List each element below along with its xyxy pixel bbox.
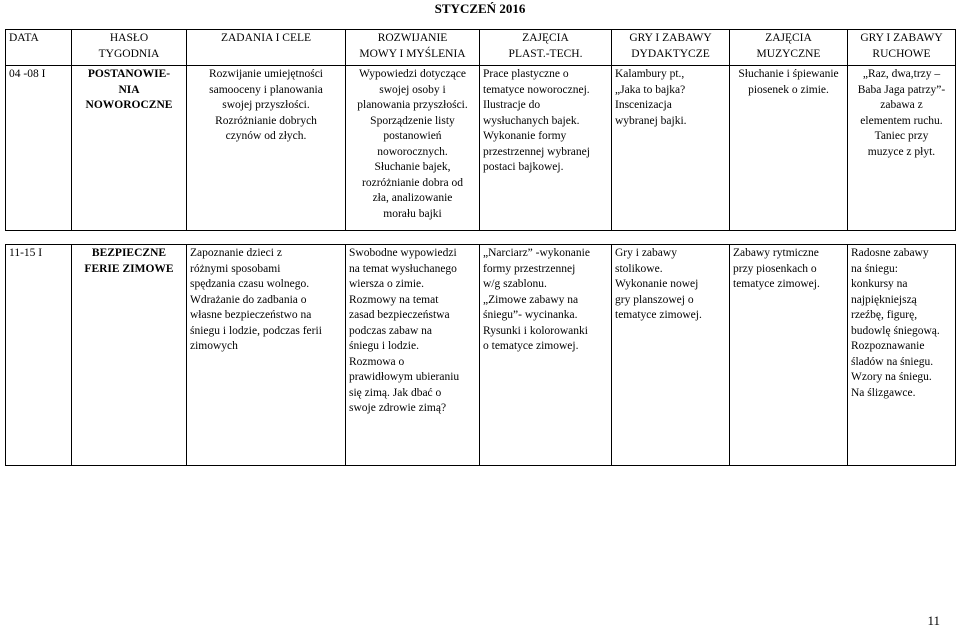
row-gry-dyd: Kalambury pt., „Jaka to bajka? Inscenizacja wybranej bajki. [612, 66, 730, 231]
row-zadania: Zapoznanie dzieci z różnymi sposobami spędzania czasu wolnego. Wdrażanie do zadbania o własne bezpieczeństwo na śniegu i lodzie, podczas ferii zimowych [187, 245, 346, 466]
row-haslo: BEZPIECZNE FERIE ZIMOWE [72, 245, 187, 466]
row-plast: „Narciarz” -wykonanie formy przestrzennej w/g szablonu. „Zimowe zabawy na śniegu”- wycinanka. Rysunki i kolorowanki o tematyce zimowej. [480, 245, 612, 466]
row-plast: Prace plastyczne o tematyce noworocznej. Ilustracje do wysłuchanych bajek. Wykonanie formy przestrzennej wybranej postaci bajkowej. [480, 66, 612, 231]
table-row [6, 245, 956, 466]
header-haslo: HASŁO TYGODNIA [72, 30, 187, 66]
row-muzyka: Zabawy rytmiczne przy piosenkach o tematyce zimowej. [730, 245, 848, 466]
plan-table [5, 29, 956, 466]
header-muzyka: ZAJĘCIA MUZYCZNE [730, 30, 848, 66]
row-date: 11-15 I [6, 245, 72, 466]
header-mowa: ROZWIJANIE MOWY I MYŚLENIA [346, 30, 480, 66]
row-gry-dyd: Gry i zabawy stolikowe. Wykonanie nowej gry planszowej o tematyce zimowej. [612, 245, 730, 466]
page-title: STYCZEŃ 2016 [434, 1, 526, 16]
row-zadania: Rozwijanie umiejętności samooceny i planowania swojej przyszłości. Rozróżnianie dobrych czynów od złych. [187, 66, 346, 231]
header-gry-dyd: GRY I ZABAWY DYDAKTYCZE [612, 30, 730, 66]
row-ruchowe: „Raz, dwa,trzy – Baba Jaga patrzy”- zabawa z elementem ruchu. Taniec przy muzyce z płyt. [848, 66, 956, 231]
header-zadania: ZADANIA I CELE [187, 30, 346, 66]
row-haslo: POSTANOWIE- NIA NOWOROCZNE [72, 66, 187, 231]
header-ruchowe: GRY I ZABAWY RUCHOWE [848, 30, 956, 66]
page-number: 11 [927, 613, 940, 628]
header-date: DATA [6, 30, 72, 66]
row-date: 04 -08 I [6, 66, 72, 231]
header-plast: ZAJĘCIA PLAST.-TECH. [480, 30, 612, 66]
row-muzyka: Słuchanie i śpiewanie piosenek o zimie. [730, 66, 848, 231]
table-row [6, 66, 956, 231]
spacer-cell [6, 231, 956, 245]
row-mowa: Swobodne wypowiedzi na temat wysłuchanego wiersza o zimie. Rozmowy na temat zasad bezpieczeństwa podczas zabaw na śniegu i lodzie. Rozmowa o prawidłowym ubieraniu się zimą. Jak dbać o swoje zdrowie zimą? [346, 245, 480, 466]
row-spacer [6, 231, 956, 245]
header-row [6, 30, 956, 66]
row-ruchowe: Radosne zabawy na śniegu: konkursy na najpiękniejszą rzeźbę, figurę, budowlę śniegową. Rozpoznawanie śladów na śniegu. Wzory na śniegu. Na ślizgawce. [848, 245, 956, 466]
row-mowa: Wypowiedzi dotyczące swojej osoby i planowania przyszłości. Sporządzenie listy postanowień noworocznych. Słuchanie bajek, rozróżnianie dobra od zła, analizowanie morału bajki [346, 66, 480, 231]
